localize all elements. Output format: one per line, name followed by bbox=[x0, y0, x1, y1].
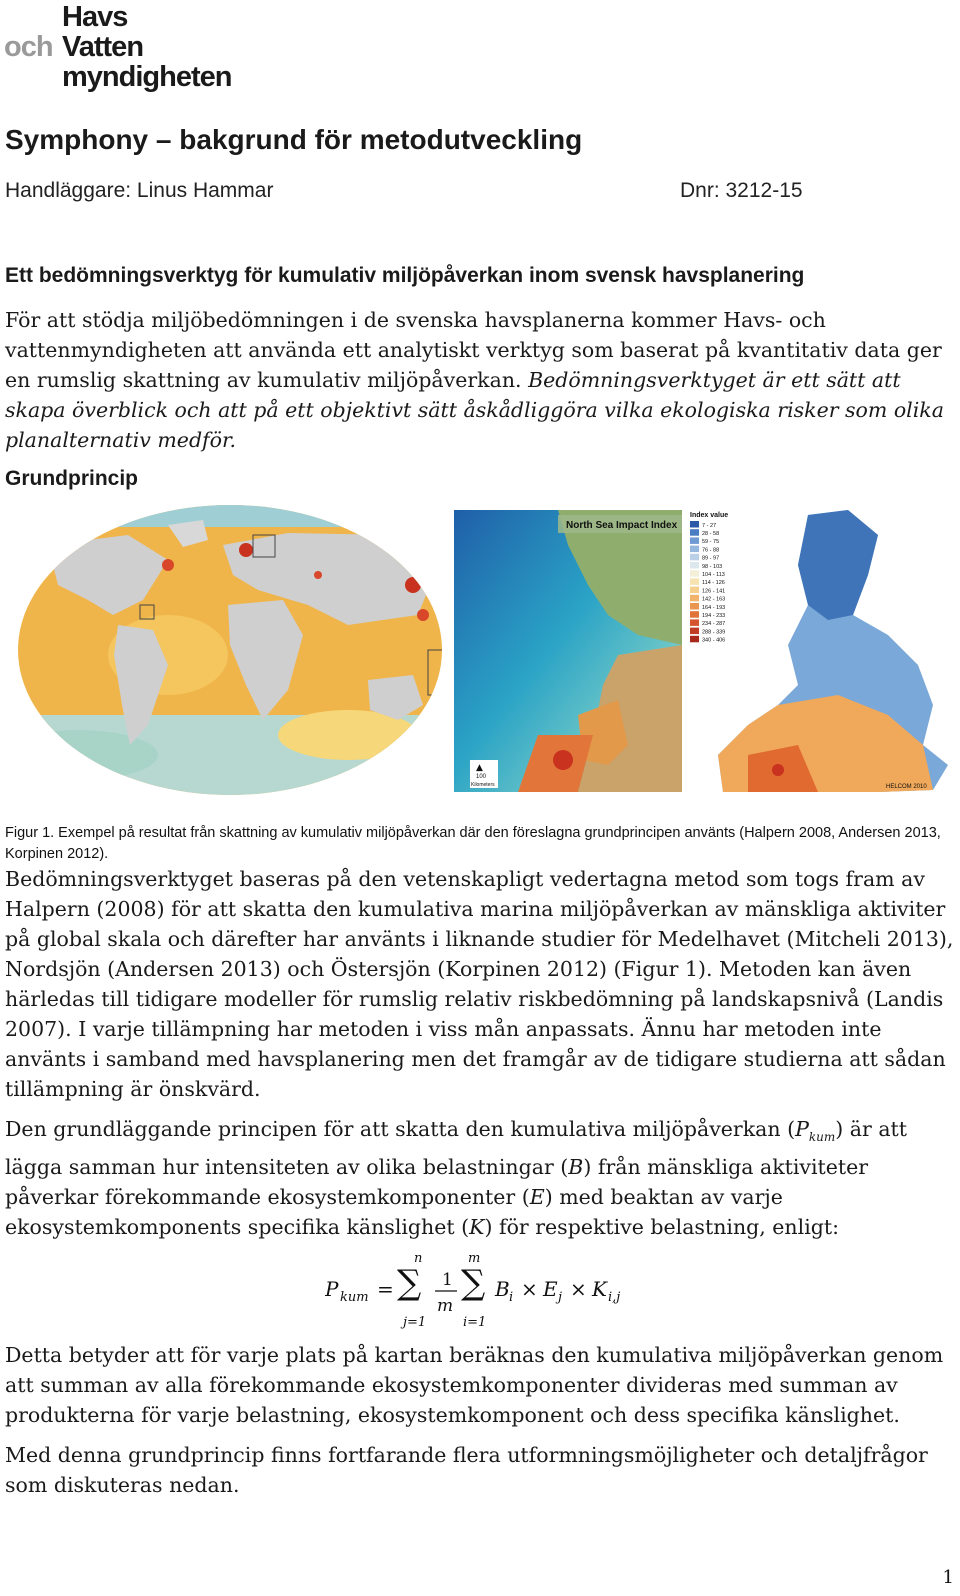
logo-line-1: Havs bbox=[62, 1, 128, 33]
legend-label: 59 - 75 bbox=[702, 539, 720, 546]
legend-label: 114 - 126 bbox=[702, 580, 725, 587]
sum1-icon: ∑ bbox=[397, 1263, 422, 1303]
principle-paragraph bbox=[5, 1114, 955, 1242]
legend-swatch bbox=[690, 619, 699, 626]
explanation-paragraph: Detta betyder att för varje plats på kartan beräknas den kumulativa miljöpåverkan genom att summan av alla förekommande ekosystemkomponenter divideras med summan av produkterna för varje belastning, ekosystemkomponent och dess specifika känslighet. bbox=[5, 1343, 944, 1427]
formula-sum1-bottom: j=1 bbox=[403, 1315, 427, 1330]
section-heading-tool: Ett bedömningsverktyg för kumulativ miljöpåverkan inom svensk havsplanering bbox=[5, 264, 805, 287]
logo-line-2: Vatten bbox=[62, 31, 144, 63]
logo-och: och bbox=[4, 31, 53, 63]
figure-1 bbox=[18, 505, 948, 805]
formula-frac-den: m bbox=[437, 1296, 454, 1316]
legend-label: 28 - 58 bbox=[702, 531, 720, 537]
legend-swatch bbox=[690, 537, 699, 544]
legend-label: 98 - 103 bbox=[702, 563, 723, 570]
method-paragraph: Bedömningsverktyget baseras på den vetenskapligt vedertagna metod som togs fram av Halpern (2008) för att skatta den kumulativa marina miljöpåverkan av mänskliga aktiviter på global skala och därefter har använts i liknande studier för Medelhavet (Mitcheli 2013), Nordsjön (Andersen 2013) och Östersjön (Korpinen 2012) (Figur 1). Metoden kan även härledas till tidigare modeller för rumslig relativ riskbedömning på landskapsnivå (Landis 2007). I varje tillämpning har metoden i viss mån anpassats. Ännu har metoden inte använts i samband med havsplanering men det framgår av de tidigare studierna att sådan tillämpning är önskvärd. bbox=[5, 867, 954, 1101]
legend-swatch bbox=[690, 611, 699, 618]
north-arrow-icon: ▲ bbox=[476, 763, 483, 773]
sum2-icon: ∑ bbox=[461, 1263, 486, 1303]
formula-P-sub: kum bbox=[340, 1290, 369, 1305]
legend-swatch bbox=[690, 603, 699, 610]
north-sea-title: North Sea Impact Index bbox=[566, 520, 678, 531]
legend-swatch bbox=[690, 521, 699, 528]
section-heading-grundprincip: Grundprincip bbox=[5, 467, 138, 490]
legend-swatch bbox=[690, 578, 699, 585]
document-title: Symphony – bakgrund för metodutveckling bbox=[5, 124, 583, 155]
scale-label: 100 bbox=[476, 774, 487, 780]
formula-B-sub: i bbox=[509, 1290, 514, 1305]
index-value-title: Index value bbox=[690, 512, 729, 519]
legend-swatch bbox=[690, 595, 699, 602]
north-sea-impact-map bbox=[454, 510, 682, 792]
intro-paragraph bbox=[5, 305, 955, 455]
formula-sum2-bottom: i=1 bbox=[463, 1315, 487, 1330]
baltic-impact-map bbox=[686, 510, 948, 792]
figure-caption: Figur 1. Exempel på resultat från skattning av kumulativ miljöpåverkan där den föreslagna grundprincipen använts (Halpern 2008, Andersen 2013, Korpinen 2012). bbox=[5, 825, 941, 862]
legend-swatch bbox=[690, 554, 699, 561]
principle-text-c: ) från mänskliga aktiviteter påverkar förekommande ekosystemkomponenter ( bbox=[5, 1155, 869, 1210]
world-impact-map bbox=[18, 505, 448, 795]
legend-label: 340 - 406 bbox=[702, 637, 726, 644]
legend-label: 7 - 27 bbox=[702, 522, 717, 529]
formula-equals: = bbox=[377, 1277, 394, 1301]
legend-swatch bbox=[690, 529, 699, 536]
formula-K: K bbox=[592, 1277, 607, 1301]
legend-label: 194 - 233 bbox=[702, 613, 726, 619]
pkum-P: P bbox=[795, 1117, 809, 1141]
intro-text: För att stödja miljöbedömningen i de svenska havsplanerna kommer Havs- och vattenmyndigheten att använda ett analytiskt verktyg som baserat på kvantitativ data ger en rumslig skattning av kumulativ miljöpåverkan. bbox=[5, 308, 942, 392]
formula-K-sub: i,j bbox=[608, 1290, 621, 1305]
principle-text-b: ) är att lägga samman hur intensiteten av olika belastningar ( bbox=[5, 1117, 908, 1180]
cumulative-impact-formula bbox=[325, 1248, 655, 1338]
formula-times-2: × bbox=[570, 1277, 587, 1301]
legend-label: 76 - 88 bbox=[702, 547, 720, 554]
principle-text-d: ) med beaktan av varje ekosystemkomponents specifika känslighet ( bbox=[5, 1185, 783, 1240]
legend-swatch bbox=[690, 546, 699, 553]
page-number: 1 bbox=[942, 1567, 954, 1588]
legend-label: 142 - 163 bbox=[702, 596, 726, 603]
intro-text-italic: Bedömningsverktyget är ett sätt att skapa överblick och att på ett objektivt sätt åskådliggöra vilka ekologiska risker som olika planalternativ medför. bbox=[5, 368, 944, 452]
formula-E: E bbox=[543, 1277, 558, 1301]
principle-text-a: Den grundläggande principen för att skatta den kumulativa miljöpåverkan ( bbox=[5, 1117, 796, 1141]
E-symbol: E bbox=[529, 1185, 545, 1210]
handler-label: Handläggare: Linus Hammar bbox=[5, 179, 274, 202]
formula-sum2-top: m bbox=[468, 1251, 481, 1266]
scale-unit: Kilometers bbox=[471, 782, 495, 788]
legend-swatch bbox=[690, 562, 699, 569]
legend-label: 126 - 141 bbox=[702, 588, 726, 595]
formula-times-1: × bbox=[521, 1277, 538, 1301]
legend-swatch bbox=[690, 636, 699, 643]
legend-label: 164 - 193 bbox=[702, 604, 726, 611]
formula-E-sub: j bbox=[558, 1290, 563, 1305]
legend-swatch bbox=[690, 587, 699, 594]
figure-maps bbox=[18, 505, 948, 805]
havs-och-vatten-logo bbox=[4, 2, 231, 92]
K-symbol: K bbox=[469, 1215, 485, 1240]
pkum-sub: kum bbox=[808, 1130, 836, 1145]
legend-swatch bbox=[690, 570, 699, 577]
principle-text-e: ) för respektive belastning, enligt: bbox=[484, 1215, 840, 1240]
legend-label: 288 - 339 bbox=[702, 629, 726, 636]
formula-P: P bbox=[325, 1277, 339, 1301]
legend-label: 234 - 287 bbox=[702, 621, 726, 628]
helcom-label: HELCOM 2010 bbox=[886, 784, 927, 790]
B-symbol: B bbox=[568, 1155, 584, 1180]
legend-label: 104 - 113 bbox=[702, 572, 725, 578]
formula-B: B bbox=[495, 1277, 510, 1301]
logo-line-3: myndigheten bbox=[62, 61, 232, 93]
formula-frac-num: 1 bbox=[442, 1270, 453, 1290]
legend-label: 89 - 97 bbox=[702, 555, 720, 562]
dnr-label: Dnr: 3212-15 bbox=[680, 179, 803, 202]
formula-sum1-top: n bbox=[414, 1251, 423, 1266]
pkum-symbol bbox=[795, 1117, 836, 1145]
closing-paragraph: Med denna grundprincip finns fortfarande flera utformningsmöjligheter och detaljfrågor som diskuteras nedan. bbox=[5, 1443, 928, 1497]
legend-swatch bbox=[690, 628, 699, 635]
